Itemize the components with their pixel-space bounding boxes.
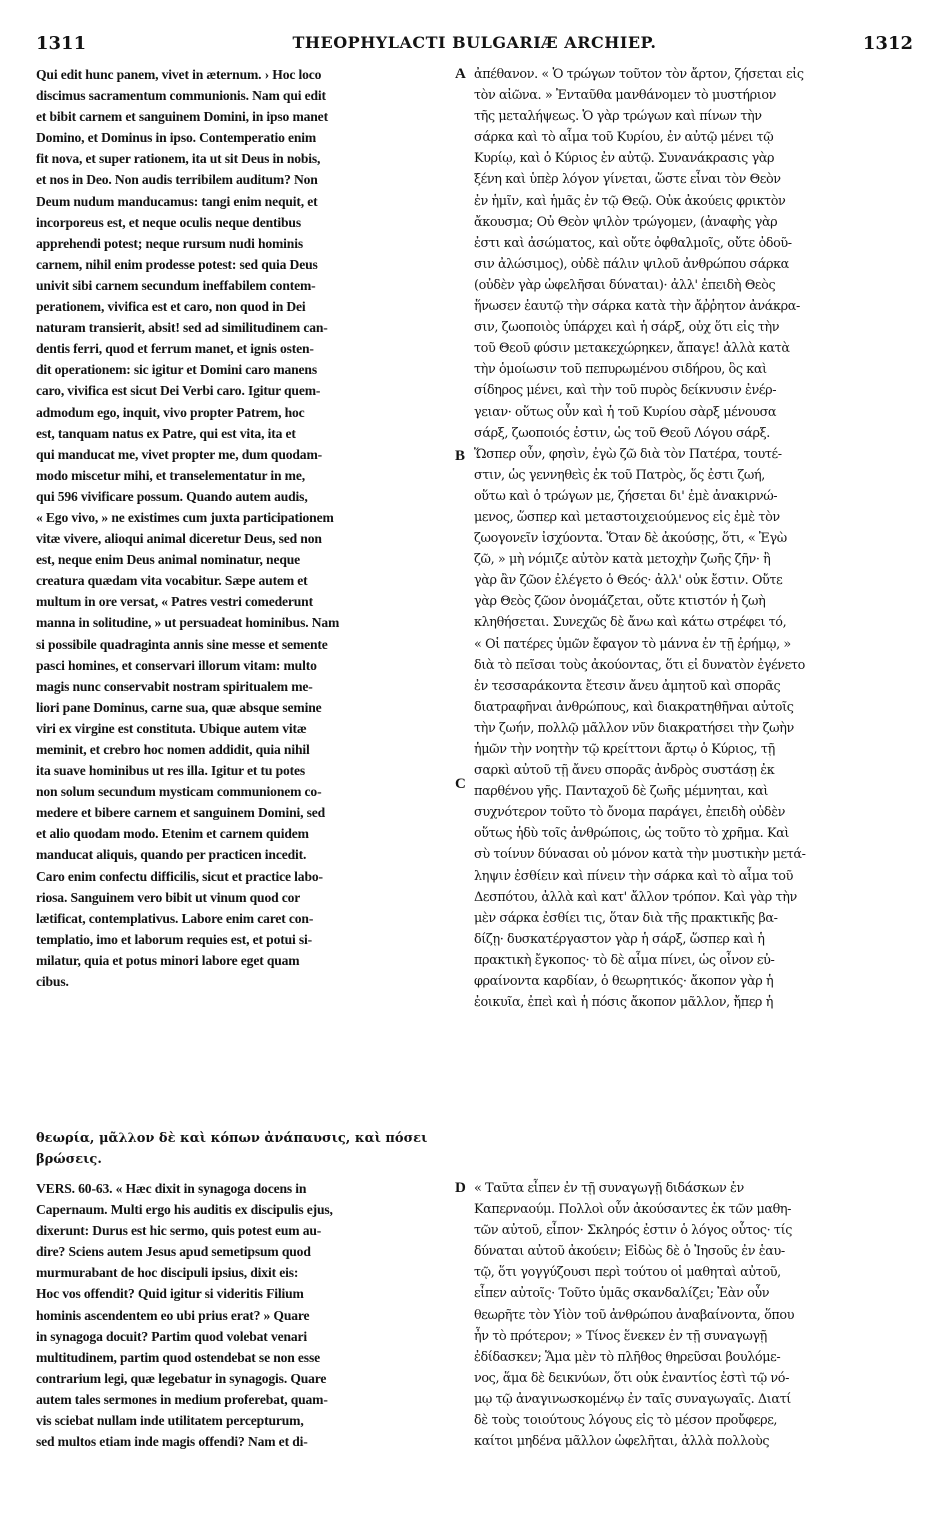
text-line: τὴν ὁμοίωσιν τοῦ πεπυρωμένου σιδήρου, ὃς καὶ	[474, 362, 767, 378]
text-line: apprehendi potest; neque rursum nudi hominis	[36, 235, 303, 251]
text-line: δίζῃ· δυσκατέργαστον γὰρ ἡ σάρξ, ὥσπερ καὶ ἡ	[474, 931, 765, 947]
text-line: ἐοικυῖα, ἐπεὶ καὶ ἡ πόσις ἄκοπον μᾶλλον, ἤπερ ἡ	[474, 995, 773, 1011]
text-line: riosa. Sanguinem vero bibit ut vinum quod cor	[36, 889, 301, 905]
text-line: fit nova, et super rationem, ita ut sit Deus in nobis,	[36, 151, 321, 167]
page-number-left: 1311	[36, 33, 87, 54]
text-line: meminit, et crebro hoc nomen addidit, quia nihil	[36, 742, 310, 757]
text-line: ἀπέθανον. « Ὁ τρώγων τοῦτον τὸν ἄρτον, ζήσεται εἰς	[474, 67, 804, 82]
text-line: admodum ego, inquit, vivo propter Patrem, hoc	[36, 404, 305, 420]
text-line: σὺ τοίνυν δύνασαι οὐ μόνον κατὰ τὴν μυστικὴν μετά-	[474, 847, 806, 863]
text-line: ληψιν ἐσθίειν καὶ πίνειν τὴν σάρκα καὶ τὸ αἷμα τοῦ	[474, 868, 793, 884]
section-marker-c: C	[455, 776, 466, 792]
text-line: οὕτως ἡδὺ τοῖς ἀνθρώποις, ὡς τοῦτο τὸ χρῆμα. Καὶ	[474, 826, 790, 842]
text-line: βρώσεις.	[36, 1152, 102, 1168]
text-line: τὴν ζωήν, πολλῷ μᾶλλον νῦν διακρατήσει τὴν ζωὴν	[474, 720, 794, 736]
text-line: dentis ferri, quod et ferrum manet, et ignis osten-	[36, 341, 314, 357]
text-line: σαρκὶ αὐτοῦ τῇ ἄνευ σπορᾶς ἀνδρὸς συστάσῃ ἐκ	[474, 763, 775, 779]
text-line: cibus.	[36, 974, 69, 990]
text-line: perationem, vivifica est et caro, non quod in Dei	[36, 299, 306, 315]
text-line: στιν, ὡς γεννηθεὶς ἐκ τοῦ Πατρὸς, ὅς ἐστι ζωή,	[474, 467, 765, 483]
text-line: qui 596 vivificare possum. Quando autem audis,	[36, 488, 308, 504]
text-line: ita suave hominibus ut res illa. Igitur et tu potes	[36, 763, 306, 779]
text-line: Κυρίῳ, καὶ ὁ Κύριος ἐν αὐτῷ. Συνανάκρασις γὰρ	[474, 151, 775, 167]
running-title: THEOPHYLACTI BULGARIÆ ARCHIEP.	[292, 33, 657, 52]
text-line: ἐστι καὶ ἀσώματος, καὶ οὔτε ὀφθαλμοῖς, οὔτε ὀδοῦ-	[474, 235, 792, 251]
text-line: (οὐδὲν γὰρ ὠφελῆσαι δύναται)· ἀλλ' ἐπειδὴ Θεὸς	[474, 277, 776, 293]
text-line: ἄκουσμα; Οὐ Θεὸν ψιλὸν τρώγομεν, (ἀναφὴς γὰρ	[474, 214, 778, 230]
text-line: medere et bibere carnem et sanguinem Domini, sed	[36, 805, 326, 821]
latin-column-bottom	[36, 1178, 466, 1452]
text-line: modo miscetur mihi, et transelementatur in me,	[36, 467, 305, 483]
text-line: πρακτικὴ ἔγκοπος· τὸ δὲ αἷμα πίνει, ὡς οἶνον εὐ-	[474, 952, 775, 968]
text-line: σάρξ, ζωοποιός ἐστιν, ὡς τοῦ Θεοῦ Λόγου σάρξ.	[474, 425, 770, 441]
text-line: Caro enim confectu difficilis, sicut et practice labo-	[36, 868, 323, 884]
text-line: διὰ τὸ πεῖσαι τοὺς ἀκούοντας, ὅτι εἰ δυνατὸν ἐγένετο	[474, 657, 805, 673]
running-header	[36, 33, 913, 57]
text-line: VERS. 60-63. « Hæc dixit in synagoga docens in	[36, 1181, 307, 1196]
text-line: φραίνοντα καρδίαν, ὁ θεωρητικός· ἄκοπον γὰρ ἡ	[474, 974, 774, 990]
text-line: contrarium legi, quæ legebatur in synagogis. Quare	[36, 1370, 327, 1386]
text-line: multum in ore versat, « Patres vestri comederunt	[36, 594, 313, 610]
text-line: qui manducat me, vivet propter me, dum quodam-	[36, 446, 323, 462]
text-line: παρθένου γῆς. Πανταχοῦ δὲ ζωῆς μέμνηται, καὶ	[474, 784, 769, 800]
text-line: multitudinem, partim quod ostendebat se non esse	[36, 1349, 320, 1365]
text-line: naturam transierit, absit! sed ad similitudinem can-	[36, 320, 328, 336]
text-line: milatur, quia et potus minori labore eget quam	[36, 952, 300, 968]
text-line: et nos in Deo. Non audis terribilem auditum? Non	[36, 172, 318, 188]
text-line: Deum nudum manducamus: tangi enim nequit, et	[36, 193, 318, 209]
text-line: ἐν τεσσαράκοντα ἔτεσιν ἄνευ ἀμητοῦ καὶ σπορᾶς	[474, 678, 781, 694]
text-line: incorporeus est, et neque oculis neque dentibus	[36, 214, 301, 230]
text-line: manna in solitudine, » ut persuadeat hominibus. Nam	[36, 615, 340, 631]
text-line: univit sibi carnem secundum ineffabilem contem-	[36, 277, 316, 293]
text-line: vis sciebat nullam inde utilitatem percepturum,	[36, 1413, 304, 1429]
text-line: dire? Sciens autem Jesus apud semetipsum quod	[36, 1244, 311, 1260]
text-line: « Οἱ πατέρες ὑμῶν ἔφαγον τὸ μάννα ἐν τῇ ἐρήμῳ, »	[474, 636, 791, 652]
latin-column-top	[36, 64, 466, 992]
text-line: θεωρία, μᾶλλον δὲ καὶ κόπων ἀνάπαυσις, καὶ πόσει	[36, 1131, 428, 1146]
text-line: viri ex virgine est constituta. Ubique autem vitæ	[36, 720, 307, 736]
text-line: creatura quædam vita vocabitur. Sæpe autem et	[36, 573, 308, 589]
greek-fragment	[36, 1128, 466, 1170]
text-line: magis nunc conservabit nostram spiritualem me-	[36, 678, 313, 694]
text-line: est, neque enim Deus animal nominatur, neque	[36, 552, 301, 568]
text-line: σιν, ζωοποιὸς ὑπάρχει καὶ ἡ σάρξ, οὐχ ὅτι εἰς τὴν	[474, 320, 780, 336]
text-line: in synagoga docuit? Partim quod volebat venari	[36, 1328, 308, 1344]
text-line: τῆς μεταλήψεως. Ὁ γὰρ τρώγων καὶ πίνων τὴν	[474, 109, 762, 125]
text-line: γειαν· οὕτως οὖν καὶ ἡ τοῦ Κυρίου σὰρξ μένουσα	[474, 404, 777, 420]
text-line: κληθήσεται. Συνεχῶς δὲ ἄνω καὶ κάτω στρέφει τό,	[474, 615, 787, 631]
text-line: templatio, imo et laborum requies est, et potui si-	[36, 931, 313, 947]
text-line: γὰρ Θεὸς ζῶον ὀνομάζεται, οὔτε κτιστόν ἡ ζωὴ	[474, 594, 766, 610]
text-line: σίδηρος μένει, καὶ τὴν τοῦ πυρὸς δείκνυσιν ἐνέρ-	[474, 383, 777, 399]
text-line: ἡμῶν τὴν νοητὴν τῷ κρείττονι ἄρτῳ ὁ Κύριος, τῇ	[474, 742, 775, 757]
text-line: sed multos etiam inde magis offendi? Nam et di-	[36, 1434, 308, 1450]
text-line: « Ego vivo, » ne existimes cum juxta participationem	[36, 509, 334, 525]
text-line: ἐν ἡμῖν, καὶ ἡμᾶς ἐν τῷ Θεῷ. Οὐκ ἀκούεις φρικτὸν	[474, 193, 786, 209]
text-line: dit operationem: sic igitur et Domini caro manens	[36, 362, 317, 378]
text-line: Καπερναούμ. Πολλοὶ οὖν ἀκούσαντες ἐκ τῶν μαθη-	[474, 1202, 792, 1218]
text-line: est, tanquam natus ex Patre, qui est vita, ita et	[36, 425, 296, 441]
text-line: liori pane Dominus, carne sua, quæ absque semine	[36, 699, 322, 715]
text-line: caro, vivifica est sicut Dei Verbi caro. Igitur quem-	[36, 383, 321, 399]
text-line: ζῶ, » μὴ νόμιζε αὐτὸν κατὰ μετοχὴν ζωῆς ζῆν· ἢ	[474, 552, 771, 568]
text-line: discimus sacramentum communionis. Nam qui edit	[36, 88, 326, 104]
text-line: μῳ τῷ ἀναγινωσκομένῳ ἐν ταῖς συναγωγαῖς. Διατί	[474, 1391, 791, 1407]
text-line: « Ταῦτα εἶπεν ἐν τῇ συναγωγῇ διδάσκων ἐν	[474, 1181, 744, 1196]
text-line: μενος, ὥσπερ καὶ μεταστοιχειούμενος εἰς ἐμὲ τὸν	[474, 509, 780, 525]
text-line: δύναται αὐτοῦ ἀκούειν; Εἰδὼς δὲ ὁ Ἰησοῦς ἐν ἑαυ-	[474, 1244, 785, 1260]
section-marker-b: B	[455, 448, 466, 464]
text-line: ἐδίδασκεν; Ἅμα μὲν τὸ πλῆθος θηρεῦσαι βουλόμε-	[474, 1349, 781, 1365]
greek-column-top	[474, 64, 910, 1013]
text-line: murmurabant de hoc discipuli ipsius, dixit eis:	[36, 1265, 299, 1281]
text-line: ἥνωσεν ἑαυτῷ τὴν σάρκα κατὰ τὴν ἄῤῥητον ἀνάκρα-	[474, 299, 800, 315]
text-line: καίτοι μηδένα μᾶλλον ὠφελῆται, ἀλλὰ πολλοὺς	[474, 1434, 770, 1450]
section-marker-a: A	[455, 66, 466, 82]
text-line: τὸν αἰῶνα. » Ἐνταῦθα μανθάνομεν τὸ μυστήριον	[474, 88, 777, 104]
text-line: οὕτω καὶ ὁ τρώγων με, ζήσεται δι' ἐμὲ ἀνακιρνώ-	[474, 488, 778, 504]
text-line: ἦν τὸ πρότερον; » Τίνος ἕνεκεν ἐν τῇ συναγωγῇ	[474, 1328, 767, 1344]
text-line: ζωογονεῖν ἰσχύοντα. Ὅταν δὲ ἀκούσῃς, ὅτι, « Ἐγὼ	[474, 531, 787, 547]
section-marker-d: D	[455, 1180, 466, 1196]
text-line: si possibile quadraginta annis sine messe et semente	[36, 636, 328, 652]
text-line: ξένη καὶ ὑπὲρ λόγον γίνεται, ὥστε εἶναι τὸν Θεὸν	[474, 172, 781, 188]
text-line: Δεσπότου, ἀλλὰ καὶ κατ' ἄλλον τρόπον. Καὶ γὰρ τὴν	[474, 889, 797, 905]
text-line: Hoc vos offendit? Quid igitur si videritis Filium	[36, 1286, 304, 1302]
text-line: Domino, et Dominus in ipso. Contemperatio enim	[36, 130, 317, 146]
greek-column-bottom	[474, 1178, 910, 1452]
text-line: νος, ἅμα δὲ δεικνύων, ὅτι οὐκ ἐναντίος ἐστὶ τῷ νό-	[474, 1370, 790, 1386]
text-line: τῶν αὐτοῦ, εἶπον· Σκληρός ἐστιν ὁ λόγος οὗτος· τίς	[474, 1223, 792, 1239]
text-line: carnem, nihil enim prodesse potest: sed quia Deus	[36, 256, 318, 272]
text-line: διατραφῆναι ἀνθρώπους, καὶ διακρατηθῆναι αὐτοῖς	[474, 699, 794, 715]
page-number-right: 1312	[862, 33, 913, 54]
text-line: Qui edit hunc panem, vivet in æternum. › Hoc loco	[36, 67, 322, 82]
text-line: μὲν σάρκα ἐσθίει τις, ὅταν διὰ τῆς πρακτικῆς βα-	[474, 910, 778, 926]
text-line: σάρκα καὶ τὸ αἷμα τοῦ Κυρίου, ἐν αὐτῷ μένει τῷ	[474, 130, 774, 146]
text-line: et alio quodam modo. Etenim et carnem quidem	[36, 826, 309, 842]
text-line: et bibit carnem et sanguinem Domini, in ipso manet	[36, 109, 328, 125]
text-line: dixerunt: Durus est hic sermo, quis potest eum au-	[36, 1223, 322, 1239]
text-line: non solum secundum mysticam communionem co-	[36, 784, 322, 800]
text-line: manducat aliquis, quando per practicen incedit.	[36, 847, 307, 863]
text-line: θεωρῆτε τὸν Υἱὸν τοῦ ἀνθρώπου ἀναβαίνοντα, ὅπου	[474, 1307, 795, 1323]
text-line: Capernaum. Multi ergo his auditis ex discipulis ejus,	[36, 1202, 333, 1218]
text-line: γὰρ ἂν ζῶον ἐλέγετο ὁ Θεός· ἀλλ' οὐκ ἔστιν. Οὔτε	[474, 573, 783, 589]
text-line: τοῦ Θεοῦ φύσιν μετακεχώρηκεν, ἄπαγε! ἀλλὰ κατὰ	[474, 341, 790, 357]
text-line: συχνότερον τοῦτο τὸ ὄνομα παράγει, ἐπειδὴ οὐδὲν	[474, 805, 786, 821]
text-line: δὲ τοὺς τοιούτους λόγους εἰς τὸ μέσον προὔφερε,	[474, 1413, 778, 1429]
text-line: autem tales sermones in medium proferebat, quam-	[36, 1391, 328, 1407]
text-line: hominis ascendentem eo ubi prius erat? » Quare	[36, 1307, 310, 1323]
text-line: τῷ, ὅτι γογγύζουσι περὶ τούτου οἱ μαθηταὶ αὐτοῦ,	[474, 1265, 781, 1281]
text-line: Ὥσπερ οὖν, φησὶν, ἐγὼ ζῶ διὰ τὸν Πατέρα, τουτέ-	[474, 446, 782, 462]
text-line: vitæ vivere, alioqui animal diceretur Deus, sed non	[36, 531, 322, 547]
text-line: lætificat, contemplativus. Labore enim caret con-	[36, 910, 314, 926]
text-line: σιν ἀλώσιμος), οὐδὲ πάλιν ψιλοῦ ἀνθρώπου σάρκα	[474, 256, 789, 272]
text-line: εἶπεν αὐτοῖς· Τοῦτο ὑμᾶς σκανδαλίζει; Ἐὰν οὖν	[474, 1286, 770, 1302]
text-line: pasci homines, et conservari illorum vitam: multo	[36, 657, 317, 673]
